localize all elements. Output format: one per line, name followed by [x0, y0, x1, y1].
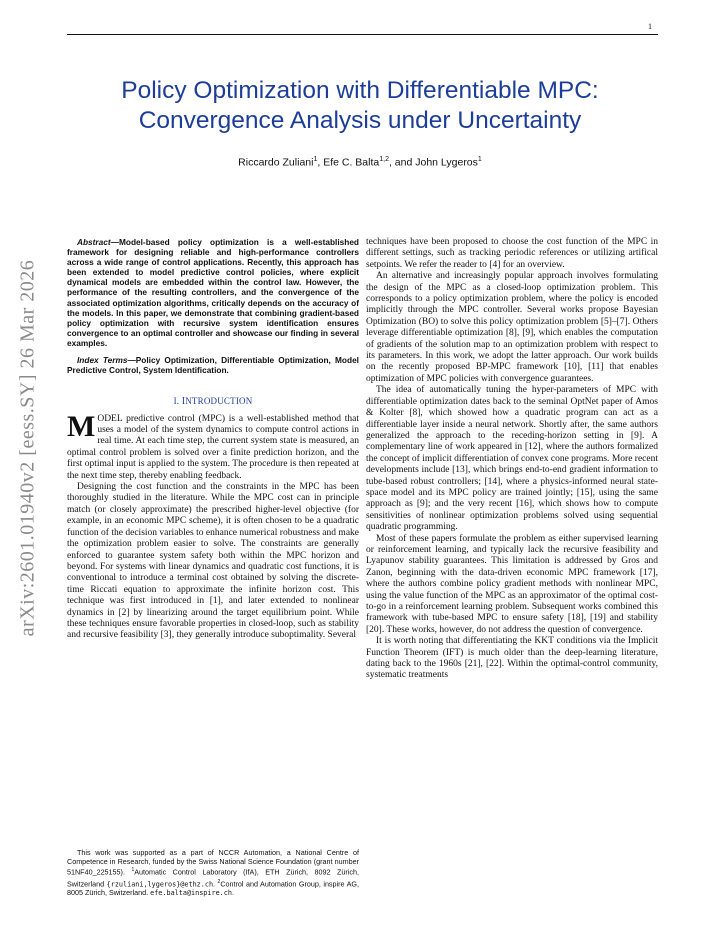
abstract-dash: —	[110, 237, 119, 247]
arxiv-identifier: arXiv:2601.01940v2 [eess.SY] 26 Mar 2026	[16, 259, 39, 637]
author-name: Riccardo Zuliani	[238, 156, 314, 169]
footnote-text: This work was supported as a part of NCCR Automation, a National Centre of Competence in Research, funded by the Swiss National Science Foundation (grant number 51NF40_225155).	[67, 848, 359, 877]
right-paragraph-5: It is worth noting that differentiating the KKT conditions via the Implicit Function Theorem (IFT) is much older than the deep-learning literature, dating back to the 1960s [21], [22]. Within the optimal-control community, systematic treatments	[366, 636, 658, 681]
index-terms	[67, 355, 359, 375]
right-paragraph-1: techniques have been proposed to choose the cost function of the MPC in different settings, such as tracking periodic references or utilizing artifical setpoints. We refer the reader to [4] for an overview.	[366, 237, 658, 270]
page-number: 1	[648, 22, 652, 31]
abstract-label: Abstract	[77, 237, 111, 247]
section-heading-introduction	[67, 396, 359, 407]
footnote-text: Automatic Control Laboratory (IfA), ETH Zürich, 8092 Zürich, Switzerland	[67, 867, 359, 888]
abstract-text: Model-based policy optimization is a well-established framework for designing reliable and high-performance controllers across a wide range of control applications. Recently, this approach has been extended to model predictive control policies, where explicit dynamical models are embedded within the control law. However, the performance of the resulting controllers, and the convergence of the associated optimization algorithms, critically depends on the accuracy of the models. In this paper, we demonstrate that combining gradient-based policy optimization with recursive system identification ensures convergence to an optimal controller and showcase our finding in several examples.	[67, 237, 359, 348]
footnote-text: Control and Automation Group, inspire AG, 8005 Zürich, Switzerland.	[67, 878, 359, 897]
section-title-initial: I	[181, 396, 186, 408]
email-address[interactable]: efe.balta@inspire.ch	[150, 888, 232, 897]
footnote-text: .	[231, 887, 234, 897]
title-line-2: Convergence Analysis under Uncertainty	[138, 107, 582, 134]
paper-title	[60, 76, 660, 136]
intro-paragraph-1	[67, 409, 359, 482]
author-list	[60, 156, 660, 169]
affiliation-mark: 1,2	[379, 156, 389, 163]
section-numeral: I.	[173, 396, 182, 407]
email-address[interactable]: {rzuliani,lygeros}@ethz.ch	[106, 879, 214, 888]
author-separator: ,	[317, 156, 324, 169]
footnote	[67, 849, 359, 897]
left-column	[67, 237, 359, 642]
footnote-text: .	[213, 878, 218, 888]
affiliation-mark: 1	[477, 156, 482, 163]
right-paragraph-3: The idea of automatically tuning the hyper-parameters of MPC with differentiable optimization dates back to the seminal OptNet paper of Amos & Kolter [8], which showed how a quadratic program can act as a differentiable layer inside a neural network. Shortly after, the same authors generalized the approach to the receding-horizon setting in [9]. A complementary line of work appeared in [12], where the authors formalized the concept of implicit differentiation of convex cone programs. More recent developments include [13], which brings end-to-end gradient information to tube-based robust controllers; [14], where a physics-informed neural state-space model and its MPC policy are trained jointly; [15], using the same approach as [9]; and the very recent [16], which shows how to compute sensitivities of nonlinear optimization problems solved using sequential quadratic programming.	[366, 385, 658, 533]
abstract	[67, 237, 359, 348]
author-name: John Lygeros	[415, 156, 478, 169]
index-terms-label: Index Terms	[77, 355, 128, 366]
drop-cap: M	[67, 409, 96, 443]
author-name: Efe C. Balta	[323, 156, 380, 169]
section-title-rest: NTRODUCTION	[185, 396, 253, 407]
header-rule	[67, 34, 658, 35]
author-separator: , and	[388, 156, 416, 169]
right-column	[366, 237, 658, 682]
affiliation-mark: 1	[131, 867, 135, 874]
index-terms-text: Policy Optimization, Differentiable Optimization, Model Predictive Control, System Identification.	[67, 355, 359, 376]
affiliation-mark: 1	[313, 156, 318, 163]
intro-paragraph-2: Designing the cost function and the constraints in the MPC has been thoroughly studied in the literature. While the MPC cost can in principle match (or closely approximate) the prescribed higher-level objective (for example, in an economic MPC scheme), it is often chosen to be a quadratic function of the decision variables to enhance numerical robustness and make the optimization problem easier to solve. The constraints are generally enforced to guarantee system safety both within the MPC horizon and beyond. For systems with linear dynamics and quadratic cost functions, it is conventional to introduce a terminal cost obtained by solving the discrete-time Riccati equation to approximate the infinite horizon cost. This technique was first introduced in [1], and later extended to nonlinear dynamics in [2] by linearizing around the target equilibrium point. While these techniques ensure favorable properties in closed-loop, such as stability and recursive feasibility [3], they generally introduce suboptimality. Several	[67, 482, 359, 641]
index-terms-dash: —	[127, 355, 136, 366]
affiliation-mark: 2	[217, 878, 221, 885]
right-paragraph-2: An alternative and increasingly popular approach involves formulating the design of the MPC as a closed-loop optimization problem. This corresponds to a policy optimization problem, where the policy is encoded implicitly through the MPC controller. Several works propose Bayesian Optimization (BO) to solve this policy optimization problem [5]–[7]. Others leverage differentiable optimization [8], [9], which enables the computation of gradients of the solution map to an optimization problem with respect to its parameters. In this work, we adopt the latter approach. Our work builds on the recently proposed BP-MPC framework [10], [11] that enables optimization of MPC policies with convergence guarantees.	[366, 271, 658, 384]
intro-paragraph-1-text: ODEL predictive control (MPC) is a well-established method that uses a model of the system dynamics to compute control actions in real time. At each time step, the current system state is measured, an optimal control problem is solved over a finite prediction horizon, and the first optimal input is applied to the system. The procedure is then repeated at the next time step, thereby enabling feedback.	[67, 413, 359, 481]
title-line-1: Policy Optimization with Differentiable MPC:	[121, 77, 599, 104]
right-paragraph-4: Most of these papers formulate the problem as either supervised learning or reinforcement learning, and typically lack the recursive feasibility and Lyapunov stability guarantees. This limitation is addressed by Gros and Zanon, beginning with the data-driven economic MPC framework [17], where the authors combine policy gradient methods with nonlinear MPC, using the value function of the MPC as an approximator of the optimal cost-to-go in a reinforcement learning problem. Subsequent works combined this framework with tube-based MPC to ensure safety [18], [19] and stability [20]. These works, however, do not address the question of convergence.	[366, 533, 658, 635]
